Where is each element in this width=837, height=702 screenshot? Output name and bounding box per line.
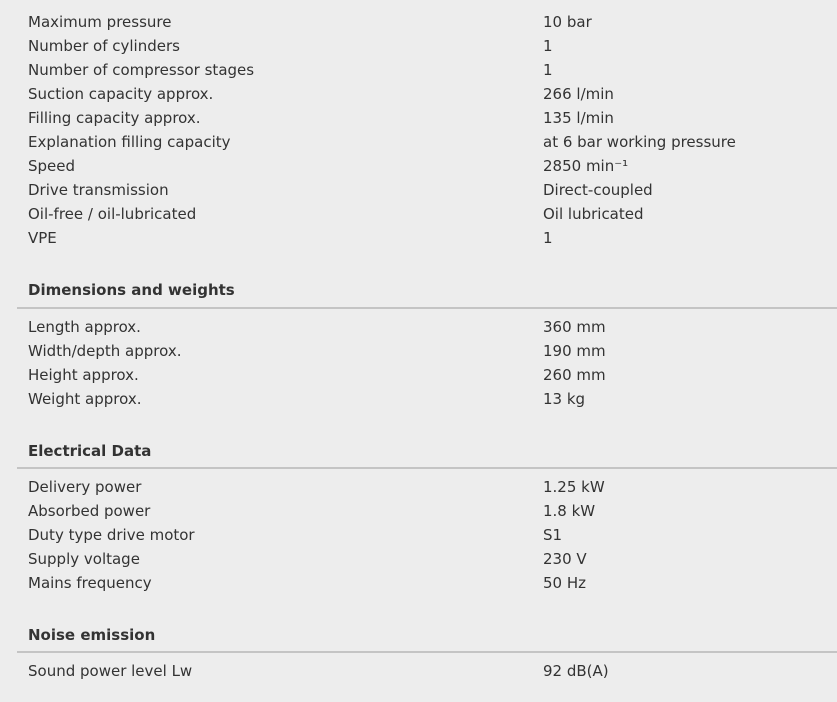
spec-label: Sound power level Lw (28, 662, 193, 680)
spec-label: Delivery power (28, 478, 142, 496)
spec-value: 1.8 kW (543, 502, 596, 520)
spec-label: Maximum pressure (28, 13, 172, 31)
spec-value: 10 bar (543, 13, 592, 31)
spec-value: 50 Hz (543, 574, 587, 592)
spec-label: Drive transmission (28, 181, 169, 199)
spec-row-delivery-power (0, 475, 837, 499)
spec-label: Speed (28, 157, 76, 175)
spec-row-mains-frequency (0, 571, 837, 595)
section-title-dimensions: Dimensions and weights (28, 281, 235, 299)
spec-label: Weight approx. (28, 390, 142, 408)
spec-label: Mains frequency (28, 574, 152, 592)
spec-label: Explanation filling capacity (28, 133, 231, 151)
spec-label: Number of compressor stages (28, 61, 255, 79)
spec-row-filling-capacity (0, 106, 837, 130)
spec-value: 13 kg (543, 390, 586, 408)
spec-row-explanation-filling-capacity (0, 130, 837, 154)
spec-label: Width/depth approx. (28, 342, 182, 360)
spec-row-length (0, 315, 837, 339)
spec-value: 260 mm (543, 366, 606, 384)
spec-value: at 6 bar working pressure (543, 133, 736, 151)
spec-row-duty-type (0, 523, 837, 547)
spec-row-absorbed-power (0, 499, 837, 523)
spec-value: 230 V (543, 550, 587, 568)
spec-row-vpe (0, 226, 837, 250)
section-divider (17, 467, 837, 469)
spec-label: VPE (28, 229, 57, 247)
spec-row-number-of-cylinders (0, 34, 837, 58)
spec-value: 2850 min⁻¹ (543, 157, 629, 175)
spec-value: 92 dB(A) (543, 662, 609, 680)
spec-row-speed (0, 154, 837, 178)
spec-label: Oil-free / oil-lubricated (28, 205, 197, 223)
spec-label: Height approx. (28, 366, 139, 384)
spec-row-weight (0, 387, 837, 411)
spec-label: Filling capacity approx. (28, 109, 201, 127)
spec-value: 266 l/min (543, 85, 614, 103)
spec-label: Absorbed power (28, 502, 151, 520)
spec-label: Duty type drive motor (28, 526, 195, 544)
section-divider (17, 651, 837, 653)
spec-value: 1 (543, 229, 553, 247)
spec-value: 190 mm (543, 342, 606, 360)
spec-value: S1 (543, 526, 563, 544)
spec-row-height (0, 363, 837, 387)
spec-label: Supply voltage (28, 550, 140, 568)
spec-label: Number of cylinders (28, 37, 180, 55)
section-title-noise: Noise emission (28, 626, 156, 644)
spec-row-sound-power-level (0, 659, 837, 683)
spec-row-suction-capacity (0, 82, 837, 106)
spec-value: 360 mm (543, 318, 606, 336)
spec-value: 1.25 kW (543, 478, 605, 496)
section-title-electrical: Electrical Data (28, 442, 152, 460)
spec-value: 1 (543, 37, 553, 55)
spec-row-width-depth (0, 339, 837, 363)
spec-value: Direct-coupled (543, 181, 653, 199)
spec-label: Length approx. (28, 318, 141, 336)
spec-row-drive-transmission (0, 178, 837, 202)
spec-value: 135 l/min (543, 109, 614, 127)
spec-row-lubrication (0, 202, 837, 226)
spec-row-supply-voltage (0, 547, 837, 571)
spec-row-compressor-stages (0, 58, 837, 82)
spec-row-maximum-pressure (0, 10, 837, 34)
spec-value: 1 (543, 61, 553, 79)
spec-value: Oil lubricated (543, 205, 644, 223)
section-divider (17, 307, 837, 309)
spec-label: Suction capacity approx. (28, 85, 214, 103)
